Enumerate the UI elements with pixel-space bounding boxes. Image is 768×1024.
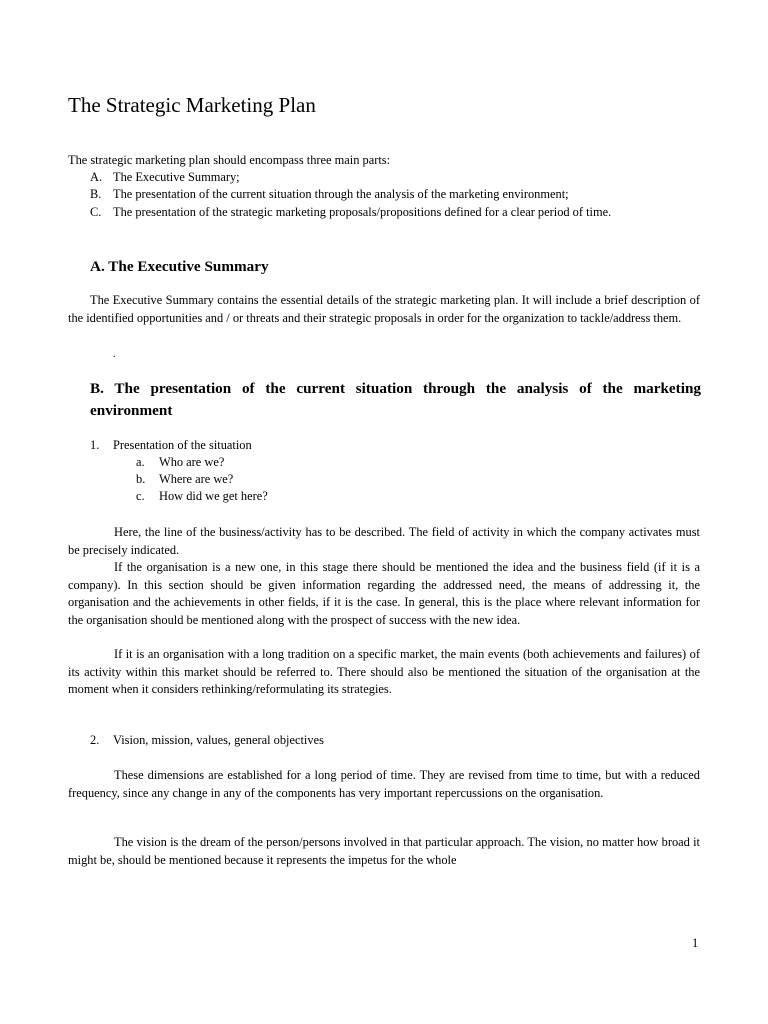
page-number: 1: [692, 936, 699, 950]
part-a-text: The Executive Summary;: [113, 170, 240, 184]
subitem-b-marker: b.: [136, 472, 146, 486]
part-b-marker: B.: [90, 187, 102, 201]
section-b-heading: B. The presentation of the current situation through the analysis of the marketing environment: [90, 380, 701, 419]
subitem-b-text: Where are we?: [159, 472, 234, 486]
item-1-marker: 1.: [90, 438, 100, 452]
part-a-marker: A.: [90, 170, 103, 184]
paragraph-long-tradition: If it is an organisation with a long tradition on a specific market, the main events (both achievements and failures) of its activity within this market should be referred to. There should also be mentioned the situation of the organisation at the moment when it considers rethinking/reformulating its strategies.: [68, 647, 700, 696]
item-2-marker: 2.: [90, 733, 100, 747]
section-a-body: The Executive Summary contains the essential details of the strategic marketing plan. It will include a brief description of the identified opportunities and / or threats and their strategic proposals in order for the organization to tackle/address them.: [68, 293, 700, 325]
stray-mark: .: [113, 349, 116, 360]
subitem-c-marker: c.: [136, 489, 145, 503]
paragraph-dimensions: These dimensions are established for a long period of time. They are revised from time to time, but with a reduced frequency, since any change in any of the components has very important repercussions on the organisation.: [68, 768, 700, 800]
document-title: The Strategic Marketing Plan: [68, 93, 316, 117]
part-b-text: The presentation of the current situation through the analysis of the marketing environment;: [113, 187, 569, 201]
paragraph-vision: The vision is the dream of the person/persons involved in that particular approach. The vision, no matter how broad it might be, should be mentioned because it represents the impetus for the whole: [68, 835, 700, 867]
item-2-text: Vision, mission, values, general objectives: [113, 733, 324, 747]
item-1-text: Presentation of the situation: [113, 438, 252, 452]
section-a-heading: A. The Executive Summary: [90, 258, 269, 275]
paragraph-new-organisation: If the organisation is a new one, in this stage there should be mentioned the idea and the business field (if it is a company). In this section should be given information regarding the addressed need, the means of addressing it, the organisation and the achievements in other fields, if it is the case. In general, this is the place where relevant information for the organisation should be mentioned along with the prospect of success with the new idea.: [68, 560, 700, 627]
paragraph-line-of-business: Here, the line of the business/activity has to be described. The field of activity in which the company activates must be precisely indicated.: [68, 525, 700, 557]
subitem-a-text: Who are we?: [159, 455, 225, 469]
subitem-a-marker: a.: [136, 455, 145, 469]
intro-text: The strategic marketing plan should encompass three main parts:: [68, 153, 391, 167]
subitem-c-text: How did we get here?: [159, 489, 268, 503]
part-c-text: The presentation of the strategic marketing proposals/propositions defined for a clear period of time.: [113, 205, 612, 219]
part-c-marker: C.: [90, 205, 102, 219]
